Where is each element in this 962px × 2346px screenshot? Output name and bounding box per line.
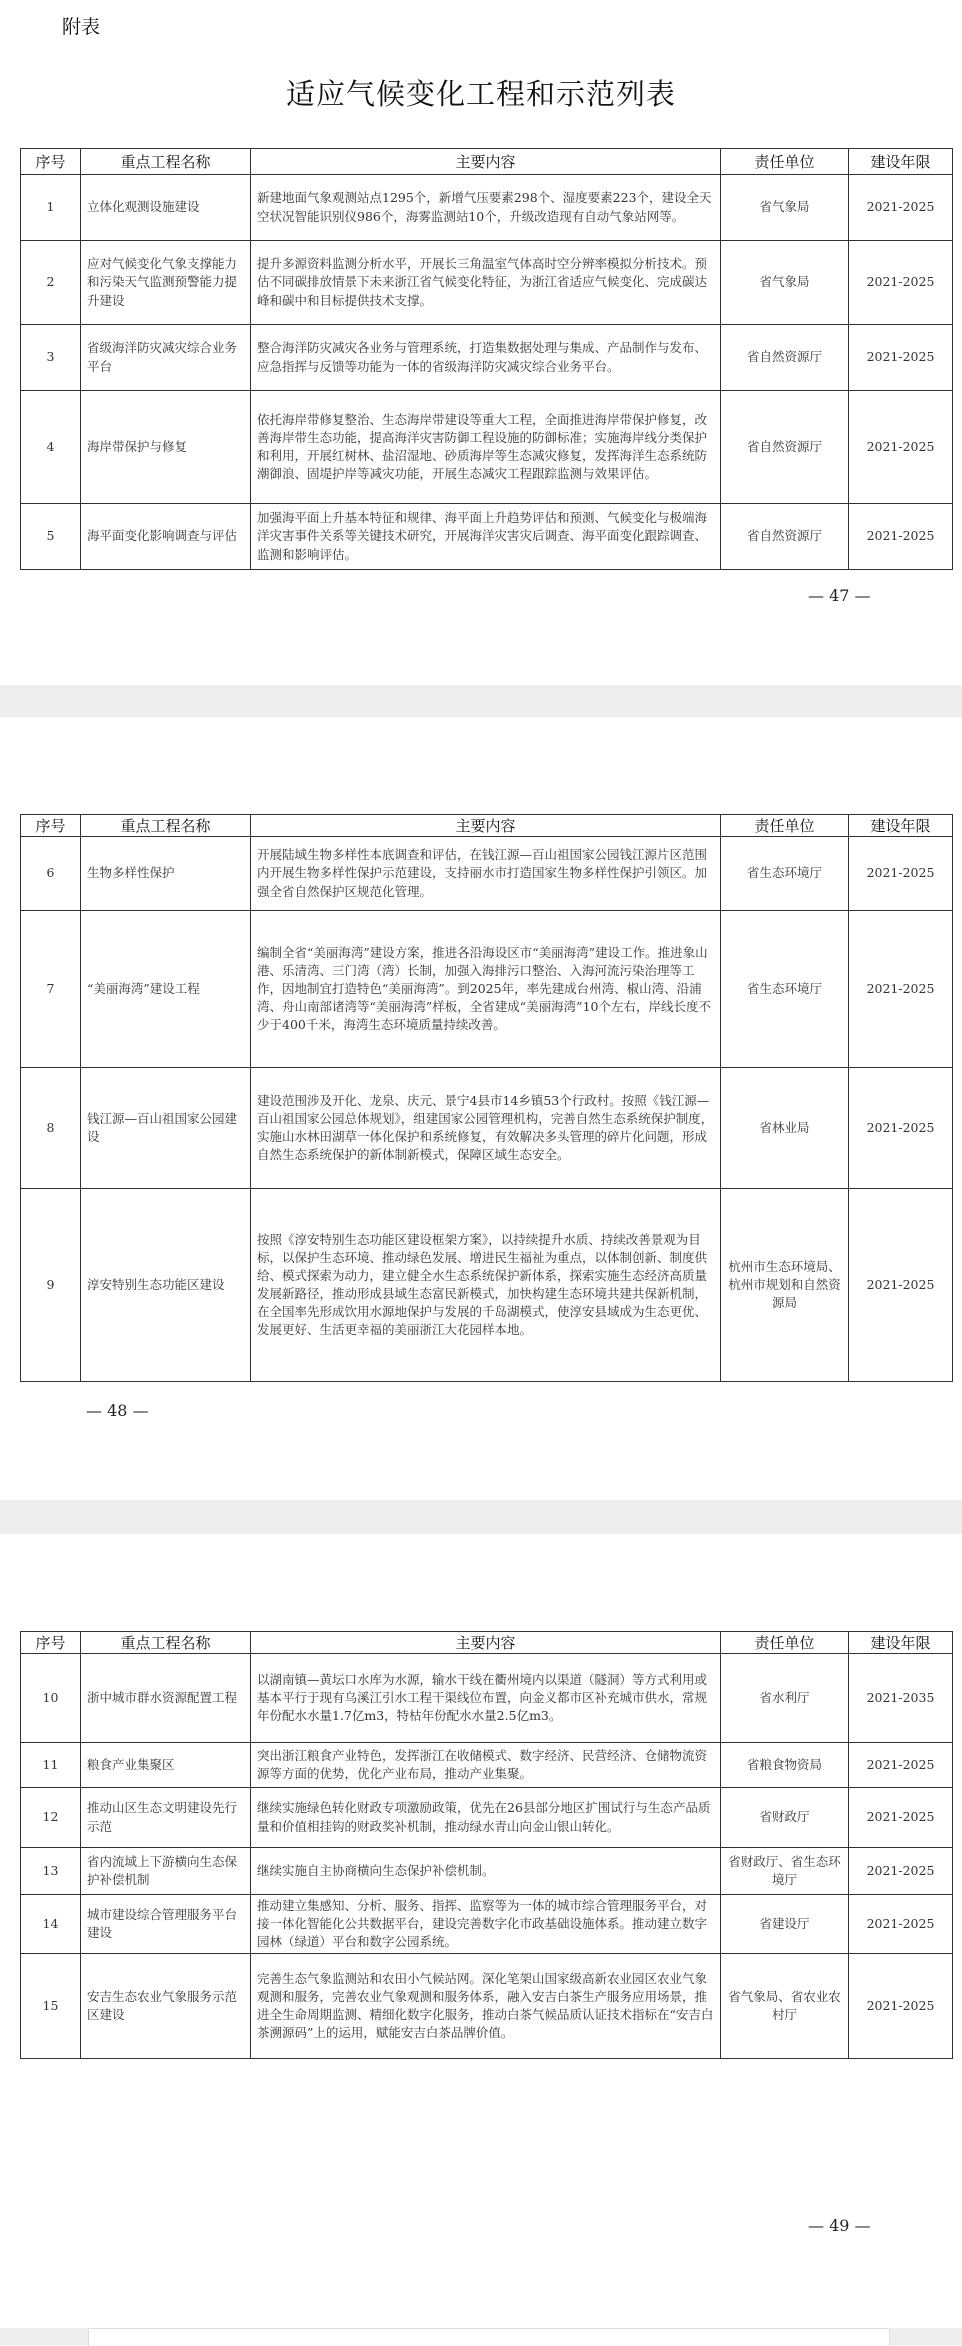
project-content: 开展陆域生物多样性本底调查和评估，在钱江源—百山祖国家公园钱江源片区范围内开展生物多样性保护示范建设，支持丽水市打造国家生物多样性保护引领区。加强全省自然保护区规范化管理。	[251, 837, 721, 911]
construction-years: 2021-2025	[849, 1189, 953, 1382]
project-content: 加强海平面上升基本特征和规律、海平面上升趋势评估和预测、气候变化与极端海洋灾害事件关系等关键技术研究，开展海洋灾害灾后调查、海平面变化跟踪调查、监测和影响评估。	[251, 504, 721, 570]
page-47	[0, 0, 962, 685]
construction-years: 2021-2025	[849, 1068, 953, 1189]
col-header-content: 主要内容	[251, 815, 721, 837]
row-number: 6	[21, 837, 81, 911]
responsible-unit: 省林业局	[721, 1068, 849, 1189]
responsible-unit: 省生态环境厅	[721, 837, 849, 911]
col-header-name: 重点工程名称	[81, 815, 251, 837]
project-table	[20, 814, 953, 1382]
row-number: 5	[21, 504, 81, 570]
project-content: 继续实施绿色转化财政专项激励政策，优先在26县部分地区扩围试行与生态产品质量和价值相挂钩的财政奖补机制，推动绿水青山向金山银山转化。	[251, 1788, 721, 1848]
responsible-unit: 省气象局	[721, 175, 849, 241]
col-header-no: 序号	[21, 1632, 81, 1654]
construction-years: 2021-2025	[849, 175, 953, 241]
table-header-row	[21, 149, 953, 175]
table-row	[21, 1788, 953, 1848]
page-separator	[0, 1500, 962, 1534]
project-content: 整合海洋防灾减灾各业务与管理系统，打造集数据处理与集成、产品制作与发布、应急指挥与反馈等功能为一体的省级海洋防灾减灾综合业务平台。	[251, 325, 721, 391]
table-row	[21, 1654, 953, 1743]
project-name: 安吉生态农业气象服务示范区建设	[81, 1954, 251, 2059]
table-row	[21, 1954, 953, 2059]
project-content: 新建地面气象观测站点1295个，新增气压要素298个、湿度要素223个，建设全天空状况智能识别仪986个，海雾监测站10个，升级改造现有自动气象站网等。	[251, 175, 721, 241]
project-table	[20, 148, 953, 570]
construction-years: 2021-2025	[849, 1848, 953, 1895]
responsible-unit: 省财政厅、省生态环境厅	[721, 1848, 849, 1895]
project-name: 海岸带保护与修复	[81, 391, 251, 504]
project-name: 应对气候变化气象支撑能力和污染天气监测预警能力提升建设	[81, 241, 251, 325]
responsible-unit: 省财政厅	[721, 1788, 849, 1848]
table-row	[21, 837, 953, 911]
col-header-name: 重点工程名称	[81, 149, 251, 175]
col-header-unit: 责任单位	[721, 1632, 849, 1654]
construction-years: 2021-2025	[849, 391, 953, 504]
table-row	[21, 175, 953, 241]
row-number: 1	[21, 175, 81, 241]
construction-years: 2021-2025	[849, 911, 953, 1068]
col-header-no: 序号	[21, 149, 81, 175]
col-header-name: 重点工程名称	[81, 1632, 251, 1654]
project-content: 按照《淳安特别生态功能区建设框架方案》，以持续提升水质、持续改善景观为目标，以保护生态环境、推动绿色发展、增进民生福祉为重点，以体制创新、制度供给、模式探索为动力，建立健全水生态系统保护新体系，探索实施生态经济高质量发展新路径，推动形成县域生态富民新模式，加快构建生态环境共建共保新机制，在全国率先形成饮用水源地保护与发展的千岛湖模式，使淳安县域成为生态更优、发展更好、生活更幸福的美丽浙江大花园样本地。	[251, 1189, 721, 1382]
project-content: 突出浙江粮食产业特色，发挥浙江在收储模式、数字经济、民营经济、仓储物流资源等方面的优势，优化产业布局，推动产业集聚。	[251, 1743, 721, 1788]
row-number: 9	[21, 1189, 81, 1382]
project-content: 编制全省“美丽海湾”建设方案，推进各沿海设区市“美丽海湾”建设工作。推进象山港、乐清湾、三门湾（湾）长制，加强入海排污口整治、入海河流污染治理等工作，因地制宜打造特色“美丽海湾”。到2025年，率先建成台州湾、椒山湾、沿浦湾、舟山南部诸湾等“美丽海湾”样板，全省建成“美丽海湾”10个左右，岸线长度不少于400千米，海湾生态环境质量持续改善。	[251, 911, 721, 1068]
col-header-unit: 责任单位	[721, 149, 849, 175]
document-title: 适应气候变化工程和示范列表	[285, 77, 676, 111]
row-number: 2	[21, 241, 81, 325]
construction-years: 2021-2025	[849, 1895, 953, 1954]
project-content: 继续实施自主协商横向生态保护补偿机制。	[251, 1848, 721, 1895]
project-name: 生物多样性保护	[81, 837, 251, 911]
row-number: 13	[21, 1848, 81, 1895]
col-header-content: 主要内容	[251, 1632, 721, 1654]
col-header-no: 序号	[21, 815, 81, 837]
col-header-years: 建设年限	[849, 815, 953, 837]
project-content: 以湖南镇—黄坛口水库为水源，输水干线在衢州境内以渠道（隧洞）等方式利用或基本平行于现有乌溪江引水工程干渠线位布置，向金义都市区补充城市供水，常规年份配水水量1.7亿m3，特枯年份配水水量2.5亿m3。	[251, 1654, 721, 1743]
col-header-years: 建设年限	[849, 1632, 953, 1654]
next-page-edge	[88, 2328, 890, 2346]
project-name: 浙中城市群水资源配置工程	[81, 1654, 251, 1743]
responsible-unit: 省建设厅	[721, 1895, 849, 1954]
page-number: — 49 —	[808, 2216, 871, 2235]
construction-years: 2021-2025	[849, 1954, 953, 2059]
page-number: — 47 —	[808, 586, 871, 605]
responsible-unit: 省生态环境厅	[721, 911, 849, 1068]
project-name: 省内流域上下游横向生态保护补偿机制	[81, 1848, 251, 1895]
project-content: 完善生态气象监测站和农田小气候站网。深化笔架山国家级高新农业园区农业气象观测和服务，完善农业气象观测和服务体系，融入安吉白茶生产服务应用场景，推进全生命周期监测、精细化数字化服务，推动白茶气候品质认证技术指标在“安吉白茶溯源码”上的运用，赋能安吉白茶品牌价值。	[251, 1954, 721, 2059]
page-49	[0, 1534, 962, 2328]
responsible-unit: 省自然资源厅	[721, 325, 849, 391]
table-row	[21, 241, 953, 325]
construction-years: 2021-2025	[849, 325, 953, 391]
page-separator	[0, 685, 962, 717]
responsible-unit: 省气象局	[721, 241, 849, 325]
responsible-unit: 省自然资源厅	[721, 391, 849, 504]
row-number: 8	[21, 1068, 81, 1189]
table-row	[21, 391, 953, 504]
project-name: 城市建设综合管理服务平台建设	[81, 1895, 251, 1954]
page-number: — 48 —	[86, 1401, 149, 1420]
row-number: 10	[21, 1654, 81, 1743]
row-number: 11	[21, 1743, 81, 1788]
construction-years: 2021-2025	[849, 1743, 953, 1788]
row-number: 4	[21, 391, 81, 504]
project-name: 立体化观测设施建设	[81, 175, 251, 241]
responsible-unit: 杭州市生态环境局、杭州市规划和自然资源局	[721, 1189, 849, 1382]
project-content: 依托海岸带修复整治、生态海岸带建设等重大工程，全面推进海岸带保护修复，改善海岸带生态功能，提高海洋灾害防御工程设施的防御标准；实施海岸线分类保护和利用，开展红树林、盐沼湿地、砂质海岸等生态减灾修复，发挥海洋生态系统防潮御浪、固堤护岸等减灾功能，开展生态减灾工程跟踪监测与效果评估。	[251, 391, 721, 504]
construction-years: 2021-2025	[849, 241, 953, 325]
table-row	[21, 1848, 953, 1895]
table-row	[21, 911, 953, 1068]
table-row	[21, 1743, 953, 1788]
project-name: 淳安特别生态功能区建设	[81, 1189, 251, 1382]
construction-years: 2021-2025	[849, 837, 953, 911]
responsible-unit: 省气象局、省农业农村厅	[721, 1954, 849, 2059]
project-name: 粮食产业集聚区	[81, 1743, 251, 1788]
project-name: 钱江源—百山祖国家公园建设	[81, 1068, 251, 1189]
project-content: 推动建立集感知、分析、服务、指挥、监察等为一体的城市综合管理服务平台，对接一体化智能化公共数据平台，建设完善数字化市政基础设施体系。推动建立数字园林（绿道）平台和数字公园系统。	[251, 1895, 721, 1954]
col-header-content: 主要内容	[251, 149, 721, 175]
project-name: “美丽海湾”建设工程	[81, 911, 251, 1068]
row-number: 15	[21, 1954, 81, 2059]
row-number: 12	[21, 1788, 81, 1848]
row-number: 7	[21, 911, 81, 1068]
table-row	[21, 1068, 953, 1189]
construction-years: 2021-2035	[849, 1654, 953, 1743]
page-48	[0, 717, 962, 1500]
table-row	[21, 1189, 953, 1382]
construction-years: 2021-2025	[849, 1788, 953, 1848]
table-row	[21, 1895, 953, 1954]
row-number: 14	[21, 1895, 81, 1954]
responsible-unit: 省水利厅	[721, 1654, 849, 1743]
project-table	[20, 1631, 953, 2059]
project-name: 海平面变化影响调查与评估	[81, 504, 251, 570]
project-name: 推动山区生态文明建设先行示范	[81, 1788, 251, 1848]
col-header-years: 建设年限	[849, 149, 953, 175]
construction-years: 2021-2025	[849, 504, 953, 570]
responsible-unit: 省粮食物资局	[721, 1743, 849, 1788]
row-number: 3	[21, 325, 81, 391]
project-content: 建设范围涉及开化、龙泉、庆元、景宁4县市14乡镇53个行政村。按照《钱江源—百山祖国家公园总体规划》，组建国家公园管理机构，完善自然生态系统保护制度，实施山水林田湖草一体化保护和系统修复，有效解决多头管理的碎片化问题，形成自然生态系统保护的新体制新模式，保障区域生态安全。	[251, 1068, 721, 1189]
project-content: 提升多源资料监测分析水平，开展长三角温室气体高时空分辨率模拟分析技术。预估不同碳排放情景下未来浙江省气候变化特征，为浙江省适应气候变化、完成碳达峰和碳中和目标提供技术支撑。	[251, 241, 721, 325]
table-row	[21, 504, 953, 570]
col-header-unit: 责任单位	[721, 815, 849, 837]
table-header-row	[21, 1632, 953, 1654]
table-row	[21, 325, 953, 391]
project-name: 省级海洋防灾减灾综合业务平台	[81, 325, 251, 391]
table-header-row	[21, 815, 953, 837]
responsible-unit: 省自然资源厅	[721, 504, 849, 570]
appendix-label: 附表	[62, 16, 101, 38]
